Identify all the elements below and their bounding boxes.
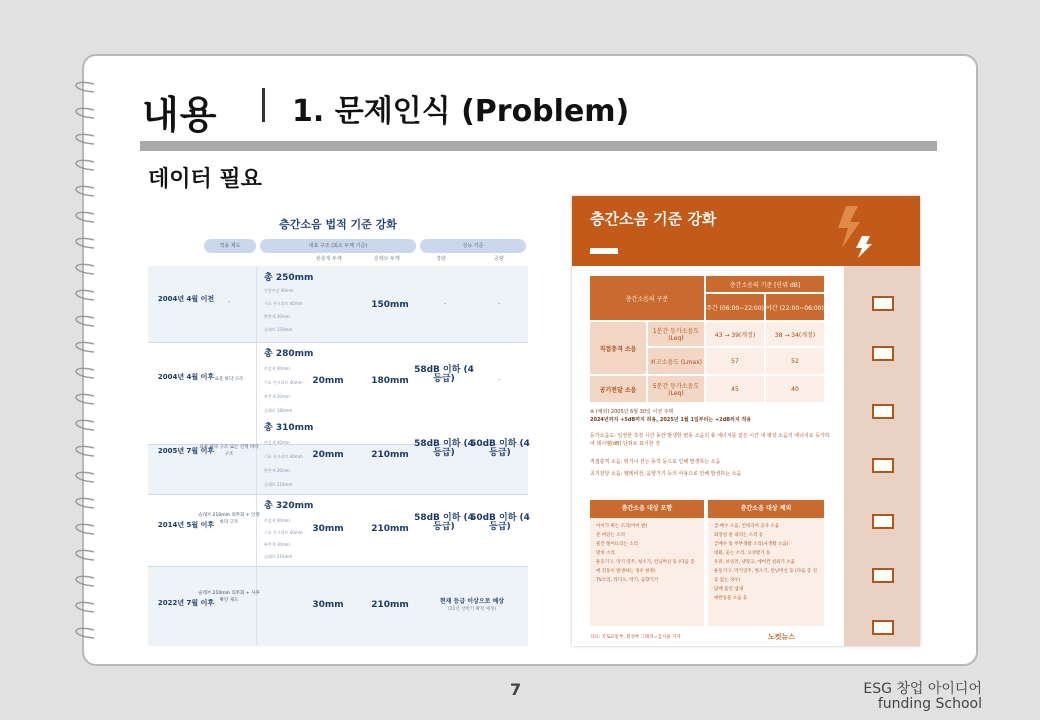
exception-note: 2024년까지 +5dB까지 허용, 2025년 1월 1일부터는 +2dB까지 적용 bbox=[590, 417, 752, 423]
list-item: 물건 떨어뜨리는 소리 bbox=[596, 542, 638, 547]
table-subheader: 슬래브 두께 bbox=[374, 256, 400, 262]
slide-subtitle: 1. 문제인식 (Problem) bbox=[292, 94, 630, 129]
table-cell: 마감재 40mm bbox=[264, 518, 290, 523]
table-cell: 기포 콘크리트 40mm bbox=[264, 380, 303, 385]
table-header: 야간 (22:00~06:00) bbox=[766, 294, 824, 320]
table-cell: 40 bbox=[766, 376, 824, 402]
table-cell: 58dB 이하 (4등급) bbox=[414, 439, 474, 458]
list-item: 대화, 웃는 소리, 고성방가 등 bbox=[714, 551, 771, 556]
list-item: 운동기구, 악기연주, 청소기, 런닝머신 등 (다음 층 진동 없는 경우) bbox=[714, 569, 817, 583]
noise-standard-infographic-image bbox=[572, 196, 920, 646]
table-cell: 38 → 34(개정) bbox=[766, 322, 824, 346]
table-row-year: 2014년 5월 이후 bbox=[157, 521, 215, 529]
notebook-rings bbox=[64, 78, 104, 658]
exclude-header: 층간소음 대상 제외 bbox=[708, 500, 824, 518]
table-header: 적용 제도 bbox=[204, 239, 256, 253]
table-cell: 슬래브 210mm 의무화 + 인정 바닥 구조 bbox=[198, 513, 260, 525]
table-row-year: 2005년 7월 이후 bbox=[157, 447, 215, 455]
table-cell: - bbox=[498, 376, 501, 384]
section-heading: 데이터 필요 bbox=[148, 167, 262, 192]
table-cell: 57 bbox=[706, 348, 764, 374]
table-cell: 총 320mm bbox=[264, 501, 314, 511]
table-subheader: 중량 bbox=[494, 256, 504, 262]
table-cell: 기포 콘크리트 40mm bbox=[264, 301, 303, 306]
exclude-list bbox=[708, 518, 824, 626]
definition-bullet: 직접충격 소음: 뛰거나 걷는 동작 등으로 인해 발생하는 소음 bbox=[590, 459, 721, 465]
sidebar-box-icon bbox=[872, 568, 894, 583]
table-cell: - bbox=[444, 300, 447, 308]
include-list bbox=[590, 518, 704, 626]
list-item: 애완동물 소음 등 bbox=[714, 596, 748, 601]
list-item: 망치 소리 bbox=[596, 551, 615, 556]
lightning-icon bbox=[836, 202, 876, 262]
sidebar-box-icon bbox=[872, 296, 894, 311]
list-item: 우퍼, 보일러, 냉장고, 에어컨 실외기 소음 bbox=[714, 560, 795, 565]
table-row-year: 2004년 4월 이전 bbox=[157, 295, 215, 303]
table-group: 직접충격 소음 bbox=[590, 322, 646, 374]
table-cell: 천장마감 40mm bbox=[264, 288, 294, 293]
table-row-year: 2004년 4월 이후 bbox=[157, 373, 215, 381]
table-cell: 210mm bbox=[371, 524, 409, 534]
table-cell: - bbox=[228, 298, 231, 306]
sidebar-box-icon bbox=[872, 458, 894, 473]
table-cell: 표준 바닥 구조 bbox=[214, 377, 244, 382]
table-title: 층간소음 법적 기준 강화 bbox=[279, 218, 397, 231]
table-cell-note: (22년 상반기 확정 예정) bbox=[447, 607, 497, 612]
noise-standard-table-image bbox=[148, 208, 528, 646]
table-cell: 30mm bbox=[312, 524, 344, 534]
list-item: 운동기구, 악기 연주, 청소기, 런닝머신 등 (다음 층에 진동이 발생하는 경우 한정) bbox=[596, 560, 695, 574]
table-group: 공기전달 소음 bbox=[590, 376, 646, 402]
list-item: 아이가 뛰는 소리(아이 발) bbox=[596, 524, 648, 529]
include-header: 층간소음 대상 포함 bbox=[590, 500, 704, 518]
table-cell: 슬래브 180mm bbox=[264, 408, 293, 413]
table-cell: 완충재 20mm bbox=[264, 394, 290, 399]
table-cell: 완충재 20mm bbox=[264, 314, 290, 319]
table-cell: 슬래브 210mm bbox=[264, 554, 293, 559]
table-cell: 마감재 40mm bbox=[264, 440, 290, 445]
table-header: 대표 구조 (최소 두께 기준) bbox=[260, 239, 416, 253]
list-item: 급·배수 소음, 인테리어 공사 소음 bbox=[714, 524, 780, 529]
sidebar-box-icon bbox=[872, 514, 894, 529]
infographic-tag bbox=[590, 248, 618, 254]
table-cell: 150mm bbox=[371, 300, 409, 310]
definition-bullet: 등가소음도: 일정한 측정 시간 동안 발생한 변동 소음의 총 에너지를 같은 시간 내 평상 소음의 에너지로 등가하여 데시벨(dB) 단위로 표기한 것 bbox=[590, 433, 830, 447]
table-cell: 총 250mm bbox=[264, 273, 314, 283]
exception-note: ※ (예외) 2005년 6월 30일 이전 주택 bbox=[590, 409, 674, 415]
table-cell: 45 bbox=[706, 376, 764, 402]
table-header: 성능 기준 bbox=[420, 239, 526, 253]
source-caption: 자료: 국토교통부, 환경부 그래픽=김시윤 기자 bbox=[590, 635, 681, 640]
sidebar-box-icon bbox=[872, 620, 894, 635]
table-cell: 슬래브 210mm 의무화 + 사후 확인 제도 bbox=[198, 591, 260, 603]
table-cell: 210mm bbox=[371, 450, 409, 460]
table-cell: 현재 등급 이상으로 예상 bbox=[439, 598, 505, 605]
infographic-sidebar bbox=[844, 266, 920, 646]
table-subheader: 완충재 두께 bbox=[316, 256, 342, 262]
brand-line-2: funding School bbox=[877, 696, 982, 712]
table-cell: 기포 콘크리트 40mm bbox=[264, 454, 303, 459]
table-cell: 1분간 등가소음도 (Leq) bbox=[648, 322, 704, 346]
table-cell: 180mm bbox=[371, 376, 409, 386]
table-cell: - bbox=[498, 300, 501, 308]
page-number: 7 bbox=[510, 680, 522, 699]
definition-bullet: 공기전달 소음: 텔레비전, 음향기기 등의 사용으로 인해 발생하는 소음 bbox=[590, 471, 742, 477]
table-cell: 완충재 30mm bbox=[264, 542, 290, 547]
table-header: 층간소음의 구분 bbox=[590, 276, 704, 320]
list-item: 문 여닫는 소리 bbox=[596, 533, 625, 538]
table-cell: 슬래브 210mm bbox=[264, 482, 293, 487]
table-cell: 50dB 이하 (4등급) bbox=[470, 513, 530, 532]
table-cell: 210mm bbox=[371, 600, 409, 610]
title-separator bbox=[262, 88, 265, 122]
title-underline bbox=[140, 141, 937, 151]
table-cell: 슬래브 150mm bbox=[264, 327, 293, 332]
table-header: 주간 (06:00~22:00) bbox=[706, 294, 764, 320]
table-cell: 최고소음도 (Lmax) bbox=[648, 348, 704, 374]
table-cell: 43 → 39(개정) bbox=[706, 322, 764, 346]
table-subheader: 경량 bbox=[436, 256, 446, 262]
table-cell: 기포 콘크리트 40mm bbox=[264, 530, 303, 535]
table-cell: 마감재 40mm bbox=[264, 366, 290, 371]
sidebar-box-icon bbox=[872, 404, 894, 419]
table-cell: 58dB 이하 (4등급) bbox=[414, 365, 474, 384]
table-cell: 총 280mm bbox=[264, 349, 314, 359]
brand-line-1: ESG 창업 아이디어 bbox=[863, 681, 982, 697]
table-header: 층간소음의 기준 [단위 dB] bbox=[706, 276, 824, 292]
slide-title: 내용 bbox=[142, 93, 218, 137]
list-item: 급배수 및 부부생활 소리(사생활 소음) bbox=[714, 542, 789, 547]
infographic-title: 층간소음 기준 강화 bbox=[590, 210, 717, 228]
list-item: 화장실 물 내리는 소리 등 bbox=[714, 533, 764, 538]
table-cell: 52 bbox=[766, 348, 824, 374]
table-cell: 총 310mm bbox=[264, 423, 314, 433]
news-logo: 노컷뉴스 bbox=[768, 633, 796, 641]
table-cell: 5분간 등가소음도 (Leq) bbox=[648, 376, 704, 402]
list-item: TV소리, 라디오, 악기, 음향기기 bbox=[596, 578, 659, 583]
table-cell: 완충재 20mm bbox=[264, 468, 290, 473]
table-cell: 20mm bbox=[312, 450, 344, 460]
table-cell: 30mm bbox=[312, 600, 344, 610]
table-cell: 50dB 이하 (4등급) bbox=[470, 439, 530, 458]
sidebar-box-icon bbox=[872, 346, 894, 361]
table-cell: 20mm bbox=[312, 376, 344, 386]
table-row-year: 2022년 7월 이후 bbox=[157, 599, 215, 607]
list-item: 담배 흡연 냄새 bbox=[714, 587, 743, 592]
table-cell: 58dB 이하 (4등급) bbox=[414, 513, 474, 532]
table-cell: 표준 바닥 구조 또는 인정 바닥 구조 bbox=[199, 445, 259, 457]
